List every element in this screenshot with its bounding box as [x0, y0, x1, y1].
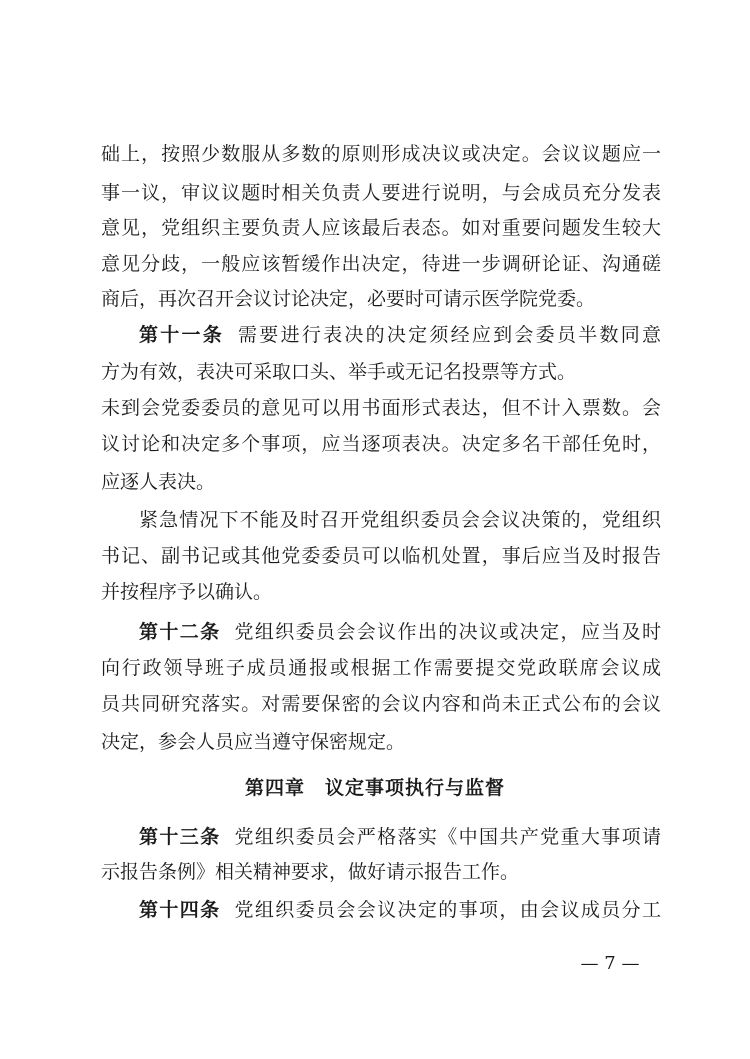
article-14-label: 第十四条 — [139, 899, 221, 921]
chapter-heading: 第四章 议定事项执行与监督 — [244, 777, 505, 799]
article-11-line: 应逐人表决。 — [101, 471, 216, 493]
article-13-text: 党组织委员会严格落实《中国共产党重大事项请 — [234, 826, 661, 848]
article-12-line: 员共同研究落实。对需要保密的会议内容和尚未正式公布的会议 — [101, 693, 661, 715]
emergency-line: 书记、副书记或其他党委委员可以临机处置，事后应当及时报告 — [101, 545, 661, 567]
article-12-label: 第十二条 — [139, 621, 221, 643]
article-12-line: 决定，参会人员应当遵守保密规定。 — [101, 731, 406, 753]
article-11-line: 方为有效，表决可采取口头、举手或无记名投票等方式。 — [101, 361, 577, 383]
article-13-label: 第十三条 — [139, 826, 221, 848]
article-11-line: 未到会党委委员的意见可以用书面形式表达，但不计入票数。会 — [101, 397, 661, 419]
article-11-line: 议讨论和决定多个事项，应当逐项表决。决定多名干部任免时， — [101, 433, 661, 455]
page-number: — 7 — — [580, 953, 640, 974]
paragraph-line: 事一议，审议议题时相关负责人要进行说明，与会成员充分发表 — [101, 182, 661, 204]
article-12-line: 向行政领导班子成员通报或根据工作需要提交党政联席会议成 — [101, 657, 661, 679]
paragraph-line: 商后，再次召开会议讨论决定，必要时可请示医学院党委。 — [101, 288, 596, 310]
paragraph-line: 意见分歧，一般应该暂缓作出决定，待进一步调研论证、沟通磋 — [101, 253, 661, 275]
article-14-text: 党组织委员会会议决定的事项，由会议成员分工 — [234, 899, 661, 921]
article-13-line: 示报告条例》相关精神要求，做好请示报告工作。 — [101, 861, 520, 883]
article-12-line — [139, 619, 661, 645]
article-13-line — [139, 824, 661, 850]
emergency-line: 并按程序予以确认。 — [101, 581, 273, 603]
article-11-text: 需要进行表决的决定须经应到会委员半数同意 — [238, 324, 661, 346]
paragraph-line: 意见，党组织主要负责人应该最后表态。如对重要问题发生较大 — [101, 217, 661, 239]
paragraph-line: 础上，按照少数服从多数的原则形成决议或决定。会议议题应一 — [101, 143, 661, 165]
article-12-text: 党组织委员会会议作出的决议或决定，应当及时 — [234, 621, 661, 643]
article-14-line — [139, 897, 661, 923]
emergency-line: 紧急情况下不能及时召开党组织委员会会议决策的，党组织 — [139, 509, 661, 531]
article-11-line — [139, 322, 661, 348]
article-11-label: 第十一条 — [139, 324, 225, 346]
